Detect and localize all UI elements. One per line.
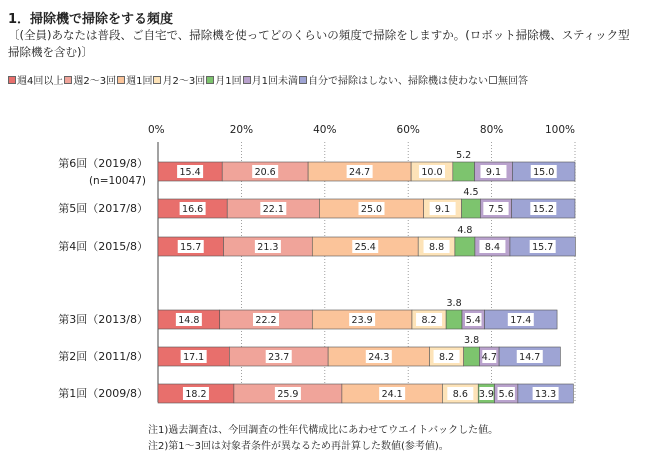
data-label: 20.6 (254, 167, 276, 178)
data-label: 15.0 (533, 167, 555, 178)
data-label: 4.8 (457, 225, 473, 236)
data-label: 18.2 (185, 389, 207, 400)
category-label: 第3回（2013/8） (58, 313, 148, 326)
data-label: 14.7 (519, 352, 541, 363)
data-label: 15.2 (532, 204, 554, 215)
bar-segment (462, 199, 481, 218)
category-label: 第6回（2019/8） (58, 157, 148, 170)
category-label: 第4回（2015/8） (58, 240, 148, 253)
legend-label: 月2～3回 (162, 76, 206, 87)
note-1: 注1)過去調査は、今回調査の性年代構成比にあわせてウエイトバックした値。 (148, 425, 499, 436)
data-label: 13.3 (535, 389, 557, 400)
data-label: 14.8 (178, 315, 200, 326)
data-label: 15.4 (179, 167, 201, 178)
legend-label: 無回答 (497, 76, 528, 87)
category-label: 第1回（2009/8） (58, 387, 148, 400)
data-label: 5.6 (498, 389, 514, 400)
data-label: 24.3 (368, 352, 390, 363)
legend-label: 自分で掃除はしない、掃除機は使わない (307, 76, 488, 87)
bar-segment (453, 162, 475, 181)
legend-label: 月1回 (215, 76, 242, 87)
x-tick-label: 20% (229, 124, 254, 136)
notes (148, 423, 498, 455)
category-sublabel: (n=10047) (88, 175, 146, 187)
data-label: 10.0 (421, 167, 443, 178)
data-label: 8.2 (421, 315, 437, 326)
bar-segment (446, 310, 462, 329)
category-label: 第2回（2011/8） (58, 350, 148, 363)
data-label: 24.1 (381, 389, 403, 400)
data-label: 8.8 (429, 242, 445, 253)
data-label: 15.7 (180, 242, 202, 253)
data-label: 4.7 (481, 352, 497, 363)
data-label: 5.4 (465, 315, 481, 326)
legend-label: 月1回未満 (251, 76, 298, 87)
x-tick-label: 0% (148, 124, 165, 136)
x-tick-label: 100% (544, 124, 575, 136)
chart-title: 1．掃除機で掃除をする頻度 (8, 12, 174, 27)
data-label: 8.2 (439, 352, 455, 363)
legend-label: 週4回以上 (17, 76, 64, 87)
data-label: 23.7 (268, 352, 290, 363)
bar-segment (464, 347, 480, 366)
data-label: 25.9 (277, 389, 299, 400)
data-label: 9.1 (435, 204, 451, 215)
x-tick-label: 40% (313, 124, 337, 136)
data-label: 17.4 (510, 315, 532, 326)
data-label: 3.8 (464, 335, 480, 346)
data-label: 8.6 (452, 389, 468, 400)
data-label: 7.5 (488, 204, 504, 215)
data-label: 4.5 (463, 187, 479, 198)
data-label: 22.2 (255, 315, 277, 326)
legend-label: 週1回 (126, 76, 153, 87)
data-label: 3.8 (446, 298, 462, 309)
data-label: 17.1 (183, 352, 205, 363)
data-label: 3.9 (478, 389, 494, 400)
data-label: 22.1 (262, 204, 284, 215)
data-label: 5.2 (456, 150, 472, 161)
data-label: 9.1 (485, 167, 502, 178)
x-tick-label: 60% (396, 124, 420, 136)
data-label: 21.3 (257, 242, 279, 253)
data-label: 25.0 (360, 204, 383, 215)
data-label: 16.6 (182, 204, 204, 215)
note-2: 注2)第1～3回は対象者条件が異なるため再計算した数値(参考値)。 (148, 441, 449, 452)
category-label: 第5回（2017/8） (58, 202, 148, 215)
legend-label: 週2～3回 (73, 76, 117, 87)
data-label: 8.4 (484, 242, 500, 253)
x-tick-label: 80% (479, 124, 504, 136)
data-label: 15.7 (532, 242, 554, 253)
bar-segment (455, 237, 475, 256)
question-text: 〔(全員)あなたは普段、ご自宅で、掃除機を使ってどのくらいの頻度で掃除をしますか。(ロボット掃除機、スティック型掃除機を含む)〕 (8, 28, 630, 59)
data-label: 24.7 (349, 167, 371, 178)
data-label: 23.9 (351, 315, 373, 326)
data-label: 25.4 (354, 242, 376, 253)
